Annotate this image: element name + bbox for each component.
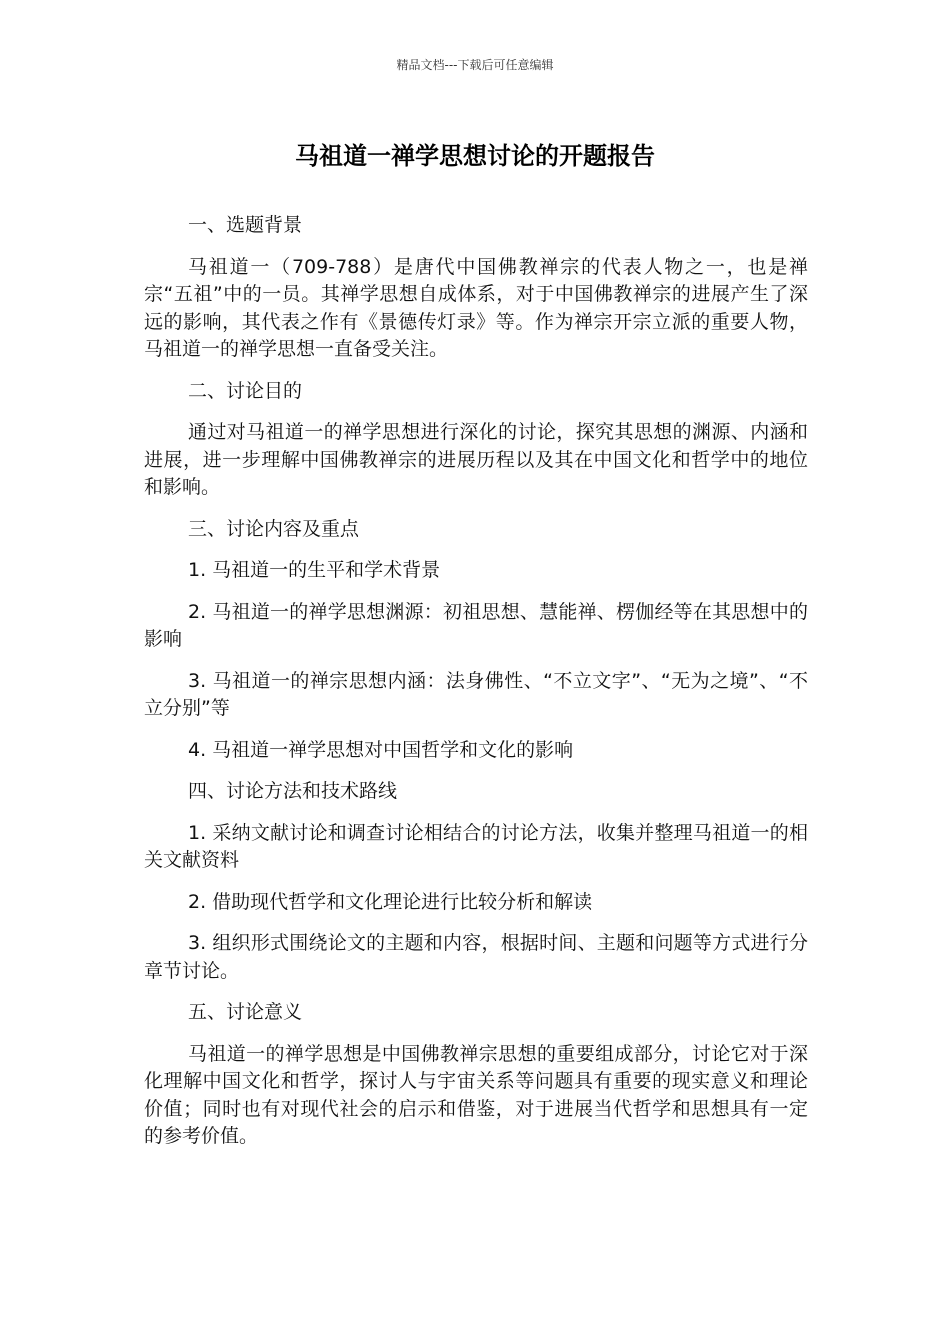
list-item: 2. 马祖道一的禅学思想渊源：初祖思想、慧能禅、楞伽经等在其思想中的影响 xyxy=(144,600,808,650)
document-body xyxy=(144,212,808,1165)
list-item: 4. 马祖道一禅学思想对中国哲学和文化的影响 xyxy=(188,738,574,761)
list-item: 2. 借助现代哲学和文化理论进行比较分析和解读 xyxy=(188,890,593,913)
section-heading-purpose: 二、讨论目的 xyxy=(188,379,303,402)
section-heading-significance: 五、讨论意义 xyxy=(188,1001,303,1023)
list-item: 1. 采纳文献讨论和调查讨论相结合的讨论方法，收集并整理马祖道一的相关文献资料 xyxy=(144,821,808,871)
paragraph-purpose: 通过对马祖道一的禅学思想进行深化的讨论，探究其思想的渊源、内涵和进展，进一步理解中国佛教禅宗的进展历程以及其在中国文化和哲学中的地位和影响。 xyxy=(144,421,808,498)
list-item: 3. 组织形式围绕论文的主题和内容，根据时间、主题和问题等方式进行分章节讨论。 xyxy=(144,932,808,982)
section-heading-content: 三、讨论内容及重点 xyxy=(188,517,360,540)
document-title: 马祖道一禅学思想讨论的开题报告 xyxy=(295,142,655,170)
paragraph-significance: 马祖道一的禅学思想是中国佛教禅宗思想的重要组成部分，讨论它对于深化理解中国文化和哲学，探讨人与宇宙关系等问题具有重要的现实意义和理论价值；同时也有对现代社会的启示和借鉴，对于进展当代哲学和思想具有一定的参考价值。 xyxy=(144,1042,808,1147)
section-heading-background: 一、选题背景 xyxy=(188,214,303,236)
section-heading-methods: 四、讨论方法和技术路线 xyxy=(188,780,398,802)
list-item: 1. 马祖道一的生平和学术背景 xyxy=(188,559,441,581)
page-header: 精品文档---下载后可任意编辑 xyxy=(396,58,554,72)
paragraph-background: 马祖道一（709-788）是唐代中国佛教禅宗的代表人物之一，也是禅宗“五祖”中的一员。其禅学思想自成体系，对于中国佛教禅宗的进展产生了深远的影响，其代表之作有《景德传灯录》等。作为禅宗开宗立派的重要人物，马祖道一的禅学思想一直备受关注。 xyxy=(144,255,808,360)
list-item: 3. 马祖道一的禅宗思想内涵：法身佛性、“不立文字”、“无为之境”、“不立分别”等 xyxy=(144,669,808,719)
